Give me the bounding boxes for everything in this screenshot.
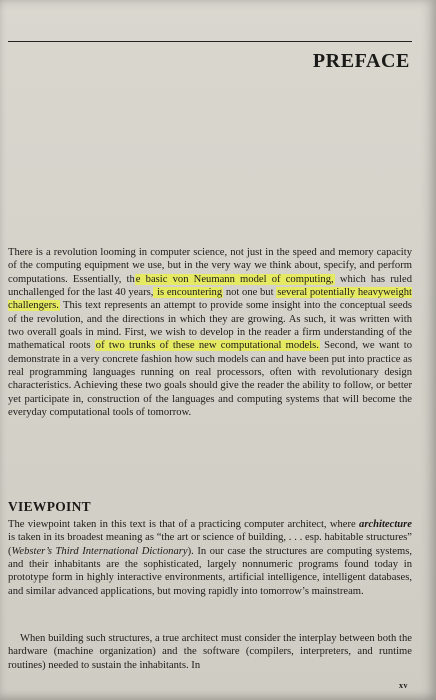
intro-text-2: which has ruled unchallenged for the last 40 years, — [8, 273, 412, 299]
section-heading-viewpoint: VIEWPOINT — [8, 499, 91, 514]
viewpoint-paragraph-1 — [8, 518, 412, 598]
highlight-encountering: is encountering — [154, 287, 223, 299]
intro-text-1: There is a revolution looming in computer science, not just in the speed and memory capacity of the computing equipment we use, but in the very way we think about, specify, and perform computations. Essentially, th — [8, 247, 412, 285]
highlight-von-neumann: e basic von Neumann model of computing, — [135, 273, 334, 285]
viewpoint-text-b: is taken in its broadest meaning as “the art or science of building, . . . esp. habitable structures” ( — [8, 532, 412, 557]
viewpoint-paragraph-2: When building such structures, a true architect must consider the interplay between both the hardware (machine organization) and the software (compilers, interpreters, and runtime routines) needed to sustain the inhabitants. In — [8, 633, 412, 671]
viewpoint-text-a: The viewpoint taken in this text is that of a practicing computer architect, where — [8, 519, 360, 530]
intro-text-3: not one but — [223, 287, 277, 299]
intro-paragraph — [8, 246, 412, 419]
highlight-two-trunks: of two trunks of these new computational models. — [95, 340, 319, 352]
highlight-challengers: several potentially heavyweight challengers. — [8, 287, 412, 312]
page-title: PREFACE — [312, 50, 410, 72]
header-rule — [8, 41, 412, 42]
intro-text-5: Second, we want to demonstrate in a very concrete fashion how such models can and have been put into practice as real programming languages running on real processors, often with revolutionary design characteristics. Achieving these two goals should give the reader the ability to follow, or better yet participate in, construction of the languages and computing systems that will become the everyday computational tools of tomorrow. — [8, 340, 412, 419]
viewpoint-text-c: ). In our case the structures are computing systems, and their inhabitants are the sophisticated, largely nonnumeric programs found today in prototype form in highly interactive environments, artificial intelligence, intelligent databases, and similar advanced applications, but moving rapidly into tomorrow’s mainstream. — [8, 545, 412, 597]
dictionary-citation: Webster’s Third International Dictionary — [11, 545, 188, 557]
page-number: xv — [399, 681, 408, 690]
intro-text-4: This text represents an attempt to provide some insight into the conceptual seeds of the revolution, and the directions in which they are growing. As such, it was written with two overall goals in mind. First, we wish to develop in the reader a firm understanding of the mathematical roots — [8, 300, 412, 352]
term-architecture: architecture — [359, 519, 412, 530]
